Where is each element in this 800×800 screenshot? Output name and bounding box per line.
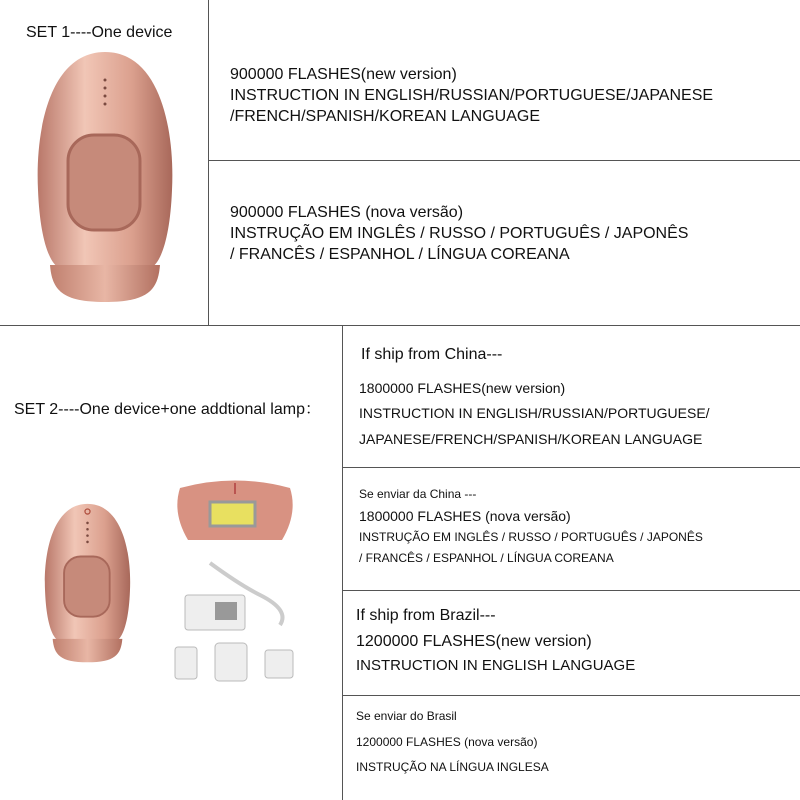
divider (342, 590, 800, 591)
divider (342, 467, 800, 468)
brazil-pt-line1: INSTRUÇÃO NA LÍNGUA INGLESA (356, 760, 549, 774)
set1-en-line2: /FRENCH/SPANISH/KOREAN LANGUAGE (230, 108, 540, 125)
adapter-plugs-image (170, 555, 310, 690)
set1-pt-flashes: 900000 FLASHES (nova versão) (230, 204, 464, 221)
china-pt-line1: INSTRUÇÃO EM INGLÊS / RUSSO / PORTUGUÊS / JAPONÊS (359, 530, 703, 544)
device-image (40, 480, 135, 690)
china-en-heading: If ship from China--- (361, 346, 503, 363)
lamp-image (170, 478, 300, 548)
divider (208, 160, 800, 161)
china-en-line2: JAPANESE/FRENCH/SPANISH/KOREAN LANGUAGE (359, 431, 703, 447)
set1-title: SET 1----One device (26, 24, 173, 41)
china-pt-line2: / FRANCÊS / ESPANHOL / LÍNGUA COREANA (359, 551, 614, 565)
set1-en-flashes: 900000 FLASHES(new version) (230, 66, 457, 83)
china-en-line1: INSTRUCTION IN ENGLISH/RUSSIAN/PORTUGUESE/ (359, 405, 710, 421)
divider (208, 0, 209, 325)
set2-title: SET 2----One device+one addtional lamp： (14, 401, 321, 418)
brazil-en-heading: If ship from Brazil--- (356, 607, 496, 624)
device-image (30, 50, 180, 310)
china-pt-heading: Se enviar da China --- (359, 487, 477, 501)
china-pt-flashes: 1800000 FLASHES (nova versão) (359, 508, 571, 524)
brazil-en-flashes: 1200000 FLASHES(new version) (356, 633, 592, 650)
set1-en-line1: INSTRUCTION IN ENGLISH/RUSSIAN/PORTUGUESE/JAPANESE (230, 87, 714, 104)
brazil-en-line1: INSTRUCTION IN ENGLISH LANGUAGE (356, 657, 636, 674)
set1-pt-line2: / FRANCÊS / ESPANHOL / LÍNGUA COREANA (230, 246, 570, 263)
divider (342, 695, 800, 696)
brazil-pt-heading: Se enviar do Brasil (356, 709, 457, 723)
brazil-pt-flashes: 1200000 FLASHES (nova versão) (356, 735, 538, 749)
divider (342, 325, 343, 800)
set1-pt-line1: INSTRUÇÃO EM INGLÊS / RUSSO / PORTUGUÊS / JAPONÊS (230, 225, 689, 242)
divider (0, 325, 800, 326)
china-en-flashes: 1800000 FLASHES(new version) (359, 380, 566, 396)
